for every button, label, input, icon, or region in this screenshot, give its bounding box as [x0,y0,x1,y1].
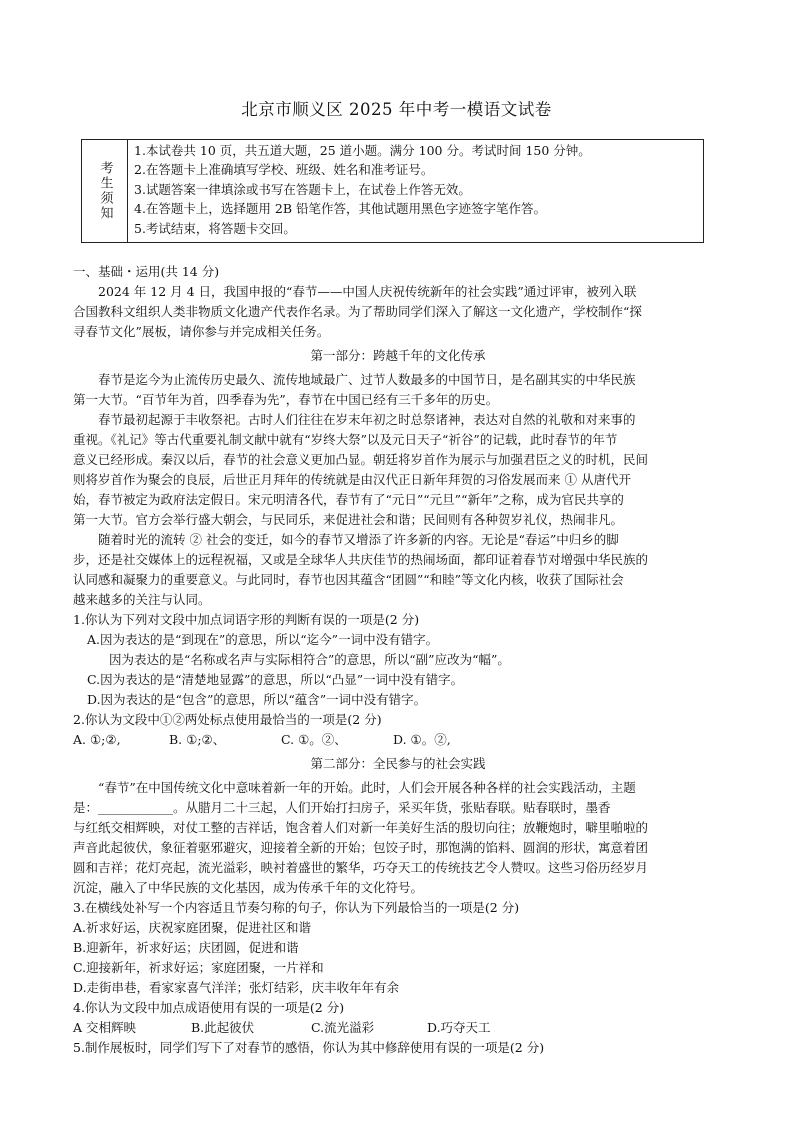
notice-item: 2.在答题卡上准确填写学校、班级、姓名和准考证号。 [134,162,434,178]
passage-line: 始，春节被定为政府法定假日。宋元明清各代，春节有了“元日”“元旦”“新年”之称，成为官民共享的 [73,492,624,507]
passage-line: 则将岁首作为聚会的良辰，后世正月拜年的传统就是由汉代正日新年拜贺的习俗发展而来 ① 从唐代开 [73,472,631,487]
passage-line: “春节”在中国传统文化中意味着新一年的开始。此时，人们会开展各种各样的社会实践活动，主题 [98,780,636,795]
question-4-options [73,1018,723,1038]
question-1-option: 因为表达的是“名称或名声与实际相符合”的意思，所以“副”应改为“幅”。 [109,652,510,667]
intro-line: 寻春节文化”展板，请你参与并完成相关任务。 [73,324,330,339]
intro-line: 合国教科文组织人类非物质文化遗产代表作名录。为了帮助同学们深入了解这一文化遗产，学校制作“探 [73,304,642,319]
notice-item: 3.试题答案一律填涂或书写在答题卡上，在试卷上作答无效。 [134,181,471,197]
part2-title: 第二部分：全民参与的社会实践 [310,756,486,771]
question-4-option: C.流光溢彩 [311,1020,375,1035]
exam-title: 北京市顺义区 2025 年中考一模语文试卷 [241,100,552,119]
question-2-option: B. ①;②、 [169,732,226,747]
section-basics [73,262,723,1058]
question-4-option: D.巧夺天工 [427,1020,491,1035]
question-3-stem: 3.在横线处补写一个内容适且节奏匀称的句子，你认为下列最恰当的一项是(2 分) [73,900,520,915]
notice-item: 4.在答题卡上，选择题用 2B 铅笔作答，其他试题用黑色字迹签字笔作答。 [134,201,547,217]
passage-line: 是：____________。从腊月二十三起，人们开始打扫房子，采买年货，张贴春联。贴春联时，墨香 [73,800,611,815]
question-4-option: A 交相辉映 [73,1020,137,1035]
question-2-option: D. ①。②, [393,732,451,747]
question-1-stem: 1.你认为下列对文段中加点词语字形的判断有误的一项是(2 分) [73,612,420,627]
passage-line: 春节是迄今为止流传历史最久、流传地域最广、过节人数最多的中国节日，是名副其实的中华民族 [98,372,636,387]
passage-line: 意义已经形成。秦汉以后，春节的社会意义更加凸显。朝廷将岁首作为展示与加强君臣之义的时机，民间 [73,452,649,467]
notice-item: 5.考试结束，将答题卡交回。 [134,220,296,236]
exam-notice-box [81,139,704,243]
passage-line: 认同感和凝聚力的重要意义。与此同时，春节也因其蕴含“团圆”“和睦”等文化内核，收获了国际社会 [73,572,624,587]
question-5-stem: 5.制作展板时，同学们写下了对春节的感悟，你认为其中修辞使用有误的一项是(2 分) [73,1040,545,1055]
part1-title: 第一部分：跨越千年的文化传承 [310,348,486,363]
question-1-option: A.因为表达的是“到现在”的意思，所以“迄今”一词中没有错字。 [87,632,439,647]
passage-line: 随着时光的流转 ② 社会的变迁，如今的春节又增添了许多新的内容。无论是“春运”中归乡的脚 [98,532,619,547]
passage-line: 重视。《礼记》等古代重要礼制文献中就有“岁终大祭”以及元日天子“祈谷”的记载，此时春节的年节 [73,432,618,447]
question-1-option: C.因为表达的是“清楚地显露”的意思，所以“凸显”一词中没有错字。 [87,672,464,687]
section-heading: 一、基础・运用(共 14 分) [73,264,220,279]
question-2-option: A. ①;②, [73,732,121,747]
question-2-stem: 2.你认为文段中①②两处标点使用最恰当的一项是(2 分) [73,712,382,727]
notice-label: 考生须知 [97,161,113,221]
passage-line: 第一大节。官方会举行盛大朝会，与民同乐，来促进社会和谐；民间则有各种贺岁礼仪，热闹非凡。 [73,512,624,527]
question-4-stem: 4.你认为文段中加点成语使用有误的一项是(2 分) [73,1000,345,1015]
intro-line: 2024 年 12 月 4 日，我国申报的“春节——中国人庆祝传统新年的社会实践”通过评审，被列入联 [98,284,637,299]
passage-line: 与红纸交相辉映，对仗工整的吉祥话，饱含着人们对新一年美好生活的殷切向往；放鞭炮时，噼里啪啦的 [73,820,649,835]
notice-item: 1.本试卷共 10 页，共五道大题，25 道小题。满分 100 分。考试时间 150 分钟。 [134,143,591,158]
question-2-options [73,730,723,750]
passage-line: 沉淀，融入了中华民族的文化基因，成为传承千年的文化符号。 [73,880,424,895]
question-2-option: C. ①。②、 [281,732,347,747]
question-3-option: A.祈求好运，庆祝家庭团聚，促进社区和谐 [73,920,312,935]
passage-line: 春节最初起源于丰收祭祀。古时人们往往在岁末年初之时总祭诸神，表达对自然的礼敬和对来事的 [98,412,636,427]
passage-line: 步，还是社交媒体上的远程祝福，又或是全球华人共庆佳节的热闹场面，都印证着春节对增强中华民族的 [73,552,649,567]
notice-label-cell [82,140,128,242]
passage-line: 圆和吉祥；花灯亮起，流光溢彩，映衬着盛世的繁华，巧夺天工的传统技艺令人赞叹。这些习俗历经岁月 [73,860,649,875]
passage-line: 越来越多的关注与认同。 [73,592,211,607]
notice-items [128,140,591,242]
question-3-option: C.迎接新年，祈求好运；家庭团聚，一片祥和 [73,960,324,975]
question-3-option: D.走街串巷，看家家喜气洋洋；张灯结彩，庆丰收年年有余 [73,980,400,995]
question-4-option: B.此起彼伏 [191,1020,255,1035]
passage-line: 第一大节。“百节年为首，四季春为先”，春节在中国已经有三千多年的历史。 [73,392,499,407]
passage-line: 声音此起彼伏，象征着驱邪避灾，迎接着全新的开始；包饺子时，那饱满的馅料、圆润的形状，寓意着团 [73,840,649,855]
question-3-option: B.迎新年，祈求好运；庆团圆，促进和谐 [73,940,299,955]
question-1-option: D.因为表达的是“包含”的意思，所以“蕴含”一词中没有错字。 [87,692,427,707]
